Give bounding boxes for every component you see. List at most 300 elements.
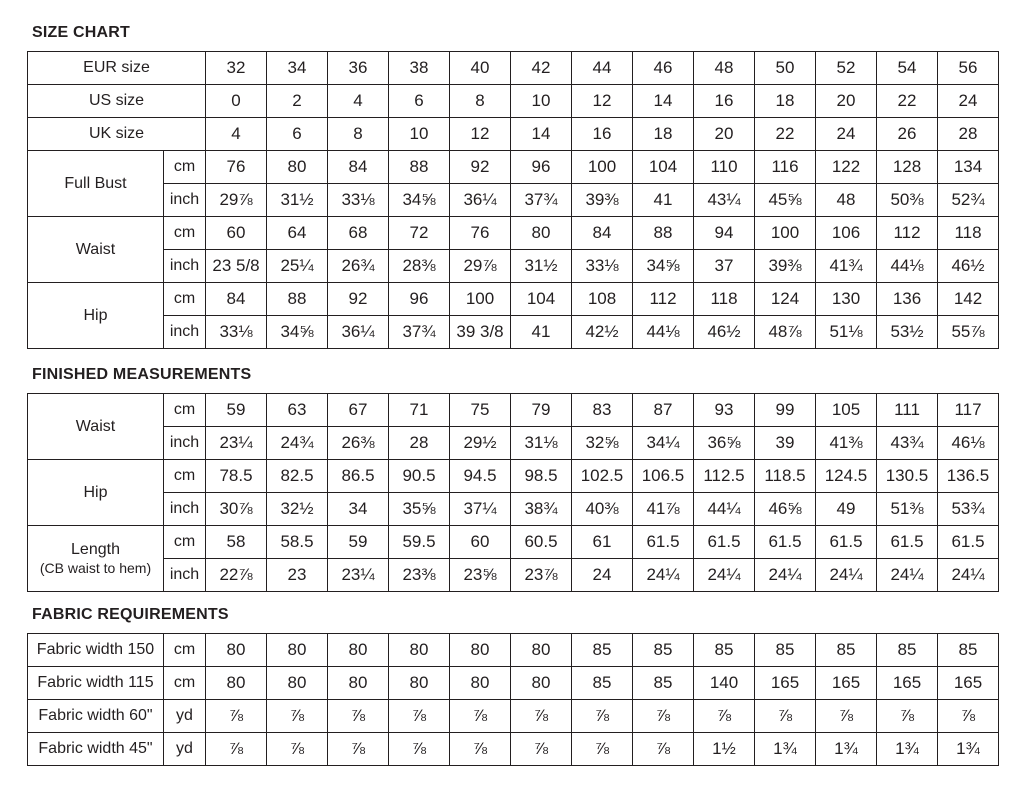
unit-cell: cm: [164, 394, 206, 427]
value-cell: 1¾: [877, 733, 938, 766]
value-cell: 88: [267, 283, 328, 316]
value-cell: 118: [938, 217, 999, 250]
value-cell: 99: [755, 394, 816, 427]
group-label-text: Waist: [75, 417, 116, 435]
value-cell: 100: [450, 283, 511, 316]
value-cell: 56: [938, 52, 999, 85]
group-label: [28, 151, 164, 217]
value-cell: 1¾: [816, 733, 877, 766]
value-cell: 52: [816, 52, 877, 85]
value-cell: 37¾: [511, 184, 572, 217]
value-cell: 24¼: [938, 559, 999, 592]
value-cell: 35⅝: [389, 493, 450, 526]
value-cell: 84: [328, 151, 389, 184]
value-cell: 38¾: [511, 493, 572, 526]
value-cell: 32: [206, 52, 267, 85]
value-cell: 34⅝: [267, 316, 328, 349]
value-cell: 59: [328, 526, 389, 559]
unit-cell: cm: [164, 151, 206, 184]
value-cell: 37: [694, 250, 755, 283]
value-cell: 33⅛: [572, 250, 633, 283]
table-row: [28, 151, 999, 184]
value-cell: 44⅛: [633, 316, 694, 349]
value-cell: 93: [694, 394, 755, 427]
value-cell: ⅞: [694, 700, 755, 733]
value-cell: 42: [511, 52, 572, 85]
value-cell: 34⅝: [633, 250, 694, 283]
value-cell: 31½: [267, 184, 328, 217]
unit-cell: cm: [164, 667, 206, 700]
value-cell: 23¼: [206, 427, 267, 460]
value-cell: 136.5: [938, 460, 999, 493]
value-cell: 112.5: [694, 460, 755, 493]
value-cell: 39 3/8: [450, 316, 511, 349]
value-cell: 22⅞: [206, 559, 267, 592]
value-cell: 80: [328, 634, 389, 667]
unit-cell: inch: [164, 250, 206, 283]
value-cell: 42½: [572, 316, 633, 349]
value-cell: 85: [572, 667, 633, 700]
unit-cell: cm: [164, 217, 206, 250]
value-cell: 29½: [450, 427, 511, 460]
value-cell: 24¼: [633, 559, 694, 592]
value-cell: 51⅛: [816, 316, 877, 349]
row-label: UK size: [28, 118, 206, 151]
unit-cell: cm: [164, 526, 206, 559]
value-cell: 88: [389, 151, 450, 184]
value-cell: 39⅜: [572, 184, 633, 217]
value-cell: 80: [267, 667, 328, 700]
value-cell: ⅞: [267, 733, 328, 766]
value-cell: 61.5: [755, 526, 816, 559]
value-cell: 85: [572, 634, 633, 667]
table-row: [28, 184, 999, 217]
value-cell: 80: [450, 634, 511, 667]
value-cell: 24: [816, 118, 877, 151]
table-row: [28, 460, 999, 493]
value-cell: 55⅞: [938, 316, 999, 349]
value-cell: 53½: [877, 316, 938, 349]
group-label: [28, 526, 164, 592]
value-cell: 20: [694, 118, 755, 151]
value-cell: 118: [694, 283, 755, 316]
value-cell: 23¼: [328, 559, 389, 592]
value-cell: 71: [389, 394, 450, 427]
value-cell: 0: [206, 85, 267, 118]
value-cell: 58.5: [267, 526, 328, 559]
value-cell: ⅞: [572, 733, 633, 766]
value-cell: 4: [328, 85, 389, 118]
value-cell: 46½: [938, 250, 999, 283]
value-cell: 61: [572, 526, 633, 559]
value-cell: 165: [816, 667, 877, 700]
value-cell: 72: [389, 217, 450, 250]
value-cell: 92: [450, 151, 511, 184]
value-cell: 67: [328, 394, 389, 427]
value-cell: 24: [938, 85, 999, 118]
value-cell: ⅞: [938, 700, 999, 733]
value-cell: 24¼: [694, 559, 755, 592]
value-cell: 59.5: [389, 526, 450, 559]
value-cell: 36: [328, 52, 389, 85]
value-cell: 40⅜: [572, 493, 633, 526]
value-cell: 142: [938, 283, 999, 316]
value-cell: 41¾: [816, 250, 877, 283]
value-cell: 24¼: [755, 559, 816, 592]
table-row: [28, 316, 999, 349]
value-cell: 117: [938, 394, 999, 427]
value-cell: 58: [206, 526, 267, 559]
value-cell: 80: [389, 667, 450, 700]
group-label: [28, 283, 164, 349]
row-label: Fabric width 60": [28, 700, 164, 733]
value-cell: 43¾: [877, 427, 938, 460]
value-cell: 39: [755, 427, 816, 460]
value-cell: 37¼: [450, 493, 511, 526]
value-cell: 84: [572, 217, 633, 250]
value-cell: 100: [755, 217, 816, 250]
value-cell: 140: [694, 667, 755, 700]
value-cell: 83: [572, 394, 633, 427]
value-cell: 59: [206, 394, 267, 427]
value-cell: 110: [694, 151, 755, 184]
value-cell: 106: [816, 217, 877, 250]
table-row: [28, 217, 999, 250]
value-cell: 1¾: [938, 733, 999, 766]
value-cell: 85: [694, 634, 755, 667]
value-cell: 30⅞: [206, 493, 267, 526]
value-cell: 6: [267, 118, 328, 151]
value-cell: 44⅛: [877, 250, 938, 283]
unit-cell: inch: [164, 316, 206, 349]
value-cell: 10: [511, 85, 572, 118]
value-cell: 33⅛: [328, 184, 389, 217]
row-label: Fabric width 45": [28, 733, 164, 766]
value-cell: 61.5: [877, 526, 938, 559]
value-cell: 80: [206, 667, 267, 700]
value-cell: 28⅜: [389, 250, 450, 283]
table-row: [28, 85, 999, 118]
value-cell: 76: [450, 217, 511, 250]
value-cell: 88: [633, 217, 694, 250]
value-cell: 80: [389, 634, 450, 667]
row-label: Fabric width 150: [28, 634, 164, 667]
value-cell: 104: [511, 283, 572, 316]
value-cell: 85: [633, 667, 694, 700]
value-cell: 49: [816, 493, 877, 526]
value-cell: 96: [511, 151, 572, 184]
value-cell: 60: [450, 526, 511, 559]
table-row: [28, 250, 999, 283]
value-cell: 61.5: [633, 526, 694, 559]
value-cell: 94: [694, 217, 755, 250]
value-cell: 12: [572, 85, 633, 118]
value-cell: 12: [450, 118, 511, 151]
group-label-text: Full Bust: [64, 174, 127, 192]
table-row: [28, 559, 999, 592]
value-cell: 39⅜: [755, 250, 816, 283]
table-row: [28, 493, 999, 526]
value-cell: 41⅞: [633, 493, 694, 526]
size-chart-table: [27, 51, 999, 349]
value-cell: 32½: [267, 493, 328, 526]
value-cell: 36⅝: [694, 427, 755, 460]
value-cell: ⅞: [511, 700, 572, 733]
value-cell: ⅞: [572, 700, 633, 733]
value-cell: 20: [816, 85, 877, 118]
row-label: Fabric width 115: [28, 667, 164, 700]
value-cell: 34: [267, 52, 328, 85]
value-cell: ⅞: [328, 733, 389, 766]
value-cell: 85: [755, 634, 816, 667]
group-label-text: Length: [71, 541, 120, 558]
value-cell: 29⅞: [450, 250, 511, 283]
value-cell: 48: [816, 184, 877, 217]
value-cell: 23⅜: [389, 559, 450, 592]
fabric-requirements-heading: FABRIC REQUIREMENTS: [32, 606, 229, 623]
value-cell: 85: [877, 634, 938, 667]
value-cell: 8: [450, 85, 511, 118]
value-cell: ⅞: [450, 733, 511, 766]
unit-cell: inch: [164, 493, 206, 526]
value-cell: 18: [633, 118, 694, 151]
value-cell: 61.5: [694, 526, 755, 559]
table-row: [28, 634, 999, 667]
value-cell: ⅞: [267, 700, 328, 733]
value-cell: 98.5: [511, 460, 572, 493]
value-cell: 90.5: [389, 460, 450, 493]
fabric-requirements-table: [27, 633, 999, 766]
value-cell: 23⅝: [450, 559, 511, 592]
value-cell: 26¾: [328, 250, 389, 283]
value-cell: 53¾: [938, 493, 999, 526]
value-cell: 28: [389, 427, 450, 460]
value-cell: 96: [389, 283, 450, 316]
group-label: [28, 217, 164, 283]
value-cell: ⅞: [389, 733, 450, 766]
value-cell: 130: [816, 283, 877, 316]
value-cell: 75: [450, 394, 511, 427]
value-cell: 80: [450, 667, 511, 700]
value-cell: 24¼: [816, 559, 877, 592]
value-cell: 165: [938, 667, 999, 700]
value-cell: 6: [389, 85, 450, 118]
value-cell: 116: [755, 151, 816, 184]
value-cell: ⅞: [450, 700, 511, 733]
value-cell: 4: [206, 118, 267, 151]
value-cell: 60.5: [511, 526, 572, 559]
table-row: [28, 700, 999, 733]
value-cell: 80: [328, 667, 389, 700]
value-cell: 85: [633, 634, 694, 667]
value-cell: 31½: [511, 250, 572, 283]
value-cell: 68: [328, 217, 389, 250]
value-cell: 23 5/8: [206, 250, 267, 283]
table-row: [28, 526, 999, 559]
value-cell: 92: [328, 283, 389, 316]
value-cell: ⅞: [389, 700, 450, 733]
unit-cell: inch: [164, 427, 206, 460]
value-cell: ⅞: [877, 700, 938, 733]
unit-cell: yd: [164, 733, 206, 766]
table-row: [28, 427, 999, 460]
value-cell: 24¼: [877, 559, 938, 592]
value-cell: 24¾: [267, 427, 328, 460]
value-cell: 64: [267, 217, 328, 250]
value-cell: ⅞: [633, 733, 694, 766]
value-cell: 26⅜: [328, 427, 389, 460]
value-cell: ⅞: [755, 700, 816, 733]
group-label: [28, 394, 164, 460]
value-cell: 34⅝: [389, 184, 450, 217]
value-cell: 10: [389, 118, 450, 151]
value-cell: 34¼: [633, 427, 694, 460]
value-cell: 31⅛: [511, 427, 572, 460]
value-cell: 86.5: [328, 460, 389, 493]
value-cell: 111: [877, 394, 938, 427]
row-label: US size: [28, 85, 206, 118]
value-cell: 79: [511, 394, 572, 427]
table-row: [28, 118, 999, 151]
unit-cell: cm: [164, 460, 206, 493]
value-cell: 63: [267, 394, 328, 427]
table-row: [28, 52, 999, 85]
value-cell: ⅞: [633, 700, 694, 733]
value-cell: 106.5: [633, 460, 694, 493]
value-cell: 124.5: [816, 460, 877, 493]
value-cell: 8: [328, 118, 389, 151]
value-cell: 136: [877, 283, 938, 316]
value-cell: 29⅞: [206, 184, 267, 217]
value-cell: 36¼: [450, 184, 511, 217]
size-chart-heading: SIZE CHART: [32, 24, 130, 41]
value-cell: 61.5: [816, 526, 877, 559]
value-cell: 105: [816, 394, 877, 427]
value-cell: 44: [572, 52, 633, 85]
value-cell: 14: [633, 85, 694, 118]
unit-cell: cm: [164, 634, 206, 667]
value-cell: 82.5: [267, 460, 328, 493]
value-cell: 80: [267, 634, 328, 667]
value-cell: 52¾: [938, 184, 999, 217]
value-cell: ⅞: [206, 733, 267, 766]
value-cell: 50⅜: [877, 184, 938, 217]
value-cell: 100: [572, 151, 633, 184]
value-cell: 80: [511, 667, 572, 700]
unit-cell: inch: [164, 559, 206, 592]
value-cell: 34: [328, 493, 389, 526]
value-cell: 87: [633, 394, 694, 427]
value-cell: 102.5: [572, 460, 633, 493]
value-cell: 51⅜: [877, 493, 938, 526]
value-cell: 1½: [694, 733, 755, 766]
value-cell: 22: [755, 118, 816, 151]
table-row: [28, 283, 999, 316]
table-row: [28, 394, 999, 427]
value-cell: 104: [633, 151, 694, 184]
value-cell: ⅞: [816, 700, 877, 733]
value-cell: 165: [755, 667, 816, 700]
group-sublabel: (CB waist to hem): [39, 560, 152, 576]
value-cell: 41: [633, 184, 694, 217]
value-cell: ⅞: [206, 700, 267, 733]
value-cell: 16: [694, 85, 755, 118]
value-cell: 94.5: [450, 460, 511, 493]
group-label-text: Waist: [75, 240, 116, 258]
value-cell: 1¾: [755, 733, 816, 766]
value-cell: 124: [755, 283, 816, 316]
value-cell: 46: [633, 52, 694, 85]
value-cell: 85: [816, 634, 877, 667]
value-cell: 41: [511, 316, 572, 349]
table-row: [28, 733, 999, 766]
value-cell: 26: [877, 118, 938, 151]
value-cell: 43¼: [694, 184, 755, 217]
value-cell: 128: [877, 151, 938, 184]
value-cell: 112: [877, 217, 938, 250]
value-cell: 84: [206, 283, 267, 316]
value-cell: 78.5: [206, 460, 267, 493]
value-cell: 80: [206, 634, 267, 667]
value-cell: 134: [938, 151, 999, 184]
unit-cell: inch: [164, 184, 206, 217]
value-cell: 61.5: [938, 526, 999, 559]
value-cell: 108: [572, 283, 633, 316]
value-cell: 46⅛: [938, 427, 999, 460]
value-cell: 38: [389, 52, 450, 85]
group-label: [28, 460, 164, 526]
row-label: EUR size: [28, 52, 206, 85]
value-cell: ⅞: [328, 700, 389, 733]
value-cell: 36¼: [328, 316, 389, 349]
value-cell: 40: [450, 52, 511, 85]
value-cell: 80: [267, 151, 328, 184]
group-label-text: Hip: [83, 306, 108, 324]
value-cell: 46⅝: [755, 493, 816, 526]
value-cell: 22: [877, 85, 938, 118]
value-cell: 28: [938, 118, 999, 151]
value-cell: 80: [511, 634, 572, 667]
value-cell: 25¼: [267, 250, 328, 283]
value-cell: 60: [206, 217, 267, 250]
value-cell: 45⅝: [755, 184, 816, 217]
value-cell: 118.5: [755, 460, 816, 493]
value-cell: 130.5: [877, 460, 938, 493]
value-cell: 48⅞: [755, 316, 816, 349]
value-cell: 24: [572, 559, 633, 592]
value-cell: 18: [755, 85, 816, 118]
value-cell: 37¾: [389, 316, 450, 349]
value-cell: ⅞: [511, 733, 572, 766]
value-cell: 165: [877, 667, 938, 700]
value-cell: 14: [511, 118, 572, 151]
value-cell: 112: [633, 283, 694, 316]
group-label-text: Hip: [83, 483, 108, 501]
value-cell: 44¼: [694, 493, 755, 526]
value-cell: 76: [206, 151, 267, 184]
value-cell: 16: [572, 118, 633, 151]
finished-measurements-table: [27, 393, 999, 592]
value-cell: 48: [694, 52, 755, 85]
value-cell: 23⅞: [511, 559, 572, 592]
value-cell: 85: [938, 634, 999, 667]
value-cell: 46½: [694, 316, 755, 349]
value-cell: 54: [877, 52, 938, 85]
value-cell: 50: [755, 52, 816, 85]
value-cell: 2: [267, 85, 328, 118]
value-cell: 122: [816, 151, 877, 184]
unit-cell: cm: [164, 283, 206, 316]
